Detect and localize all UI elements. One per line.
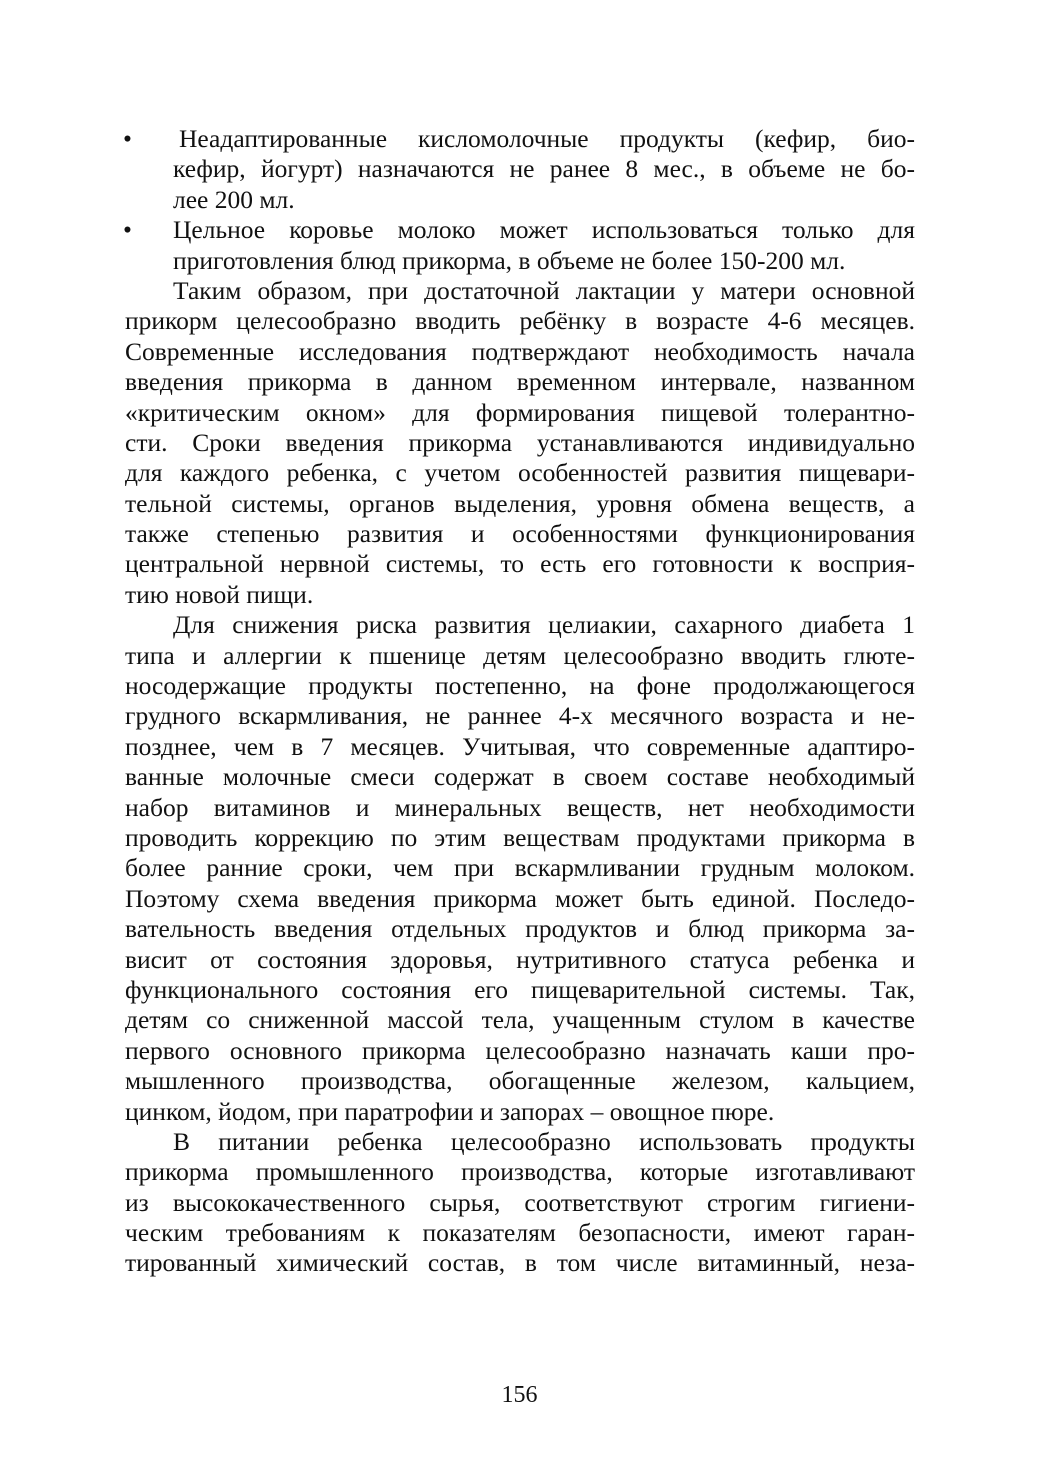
paragraph — [125, 276, 915, 610]
paragraph-line: типа и аллергии к пшенице детям целесообразно вводить глюте- — [125, 640, 915, 670]
paragraph-line: Современные исследования подтверждают необходимость начала — [125, 336, 915, 366]
bullet-text-line: Цельное коровье молоко может использоваться только для — [173, 215, 915, 245]
bullet-marker: • — [123, 215, 132, 245]
paragraph-line: проводить коррекцию по этим веществам продуктами прикорма в — [125, 822, 915, 852]
body-text — [125, 124, 915, 1279]
paragraph-line: набор витаминов и минеральных веществ, нет необходимости — [125, 792, 915, 822]
paragraph-line: грудного вскармливания, не раннее 4-х месячного возраста и не- — [125, 701, 915, 731]
paragraph — [125, 1127, 915, 1279]
bullet-text-line: лее 200 мл. — [173, 184, 295, 214]
bullet-text-line: Неадаптированные кисломолочные продукты (кефир, био- — [179, 124, 915, 153]
paragraph-line: В питании ребенка целесообразно использовать продукты — [173, 1126, 915, 1156]
paragraph-line: позднее, чем в 7 месяцев. Учитывая, что современные адаптиро- — [125, 731, 915, 761]
paragraph-line: первого основного прикорма целесообразно назначать каши про- — [125, 1035, 915, 1065]
paragraph-line: тельной системы, органов выделения, уровня обмена веществ, а — [125, 488, 915, 518]
paragraph-line: Для снижения риска развития целиакии, сахарного диабета 1 — [173, 610, 915, 640]
paragraph-line: тию новой пищи. — [125, 579, 314, 609]
paragraph-line: ванные молочные смеси содержат в своем составе необходимый — [125, 762, 915, 792]
paragraph-line: носодержащие продукты постепенно, на фоне продолжающегося — [125, 671, 915, 701]
bullet-item — [125, 215, 915, 276]
paragraph-line: прикорм целесообразно вводить ребёнку в возрасте 4-6 месяцев. — [125, 306, 915, 336]
paragraph-line: для каждого ребенка, с учетом особенностей развития пищевари- — [125, 458, 915, 488]
paragraph-line: более ранние сроки, чем при вскармливании грудным молоком. — [125, 853, 915, 883]
page-number: 156 — [501, 1382, 538, 1408]
paragraph-line: Поэтому схема введения прикорма может быть единой. Последо- — [125, 883, 915, 913]
paragraph-line: тированный химический состав, в том числе витаминный, неза- — [125, 1248, 915, 1278]
paragraph — [125, 610, 915, 1127]
text-line — [125, 215, 915, 245]
paragraph-line: центральной нервной системы, то есть его готовности к восприя- — [125, 549, 915, 579]
paragraph-line: вательность введения отдельных продуктов и блюд прикорма за- — [125, 914, 915, 944]
paragraph-line: висит от состояния здоровья, нутритивного статуса ребенка и — [125, 944, 915, 974]
paragraph-line: детям со сниженной массой тела, учащенным стулом в качестве — [125, 1005, 915, 1035]
paragraph-line: из высококачественного сырья, соответствуют строгим гигиени- — [125, 1187, 915, 1217]
text-line — [125, 124, 915, 154]
paragraph-line: функционального состояния его пищеварительной системы. Так, — [125, 974, 915, 1004]
paragraph-line: сти. Сроки введения прикорма устанавливаются индивидуально — [125, 427, 915, 457]
paragraph-line: прикорма промышленного производства, которые изготавливают — [125, 1157, 915, 1187]
bullet-text-line: приготовления блюд прикорма, в объеме не более 150-200 мл. — [173, 245, 846, 275]
bullet-text-line: кефир, йогурт) назначаются не ранее 8 мес., в объеме не бо- — [173, 154, 915, 184]
paragraph-line: ческим требованиям к показателям безопасности, имеют гаран- — [125, 1218, 915, 1248]
paragraph-line: «критическим окном» для формирования пищевой толерантно- — [125, 397, 915, 427]
paragraph-line: введения прикорма в данном временном интервале, названном — [125, 367, 915, 397]
paragraph-line: Таким образом, при достаточной лактации у матери основной — [173, 275, 915, 305]
bullet-item — [125, 124, 915, 215]
paragraph-line: цинком, йодом, при паратрофии и запорах – овощное пюре. — [125, 1096, 775, 1126]
paragraph-line: мышленного производства, обогащенные железом, кальцием, — [125, 1066, 915, 1096]
paragraph-line: также степенью развития и особенностями функционирования — [125, 519, 915, 549]
bullet-marker: • — [123, 124, 132, 153]
